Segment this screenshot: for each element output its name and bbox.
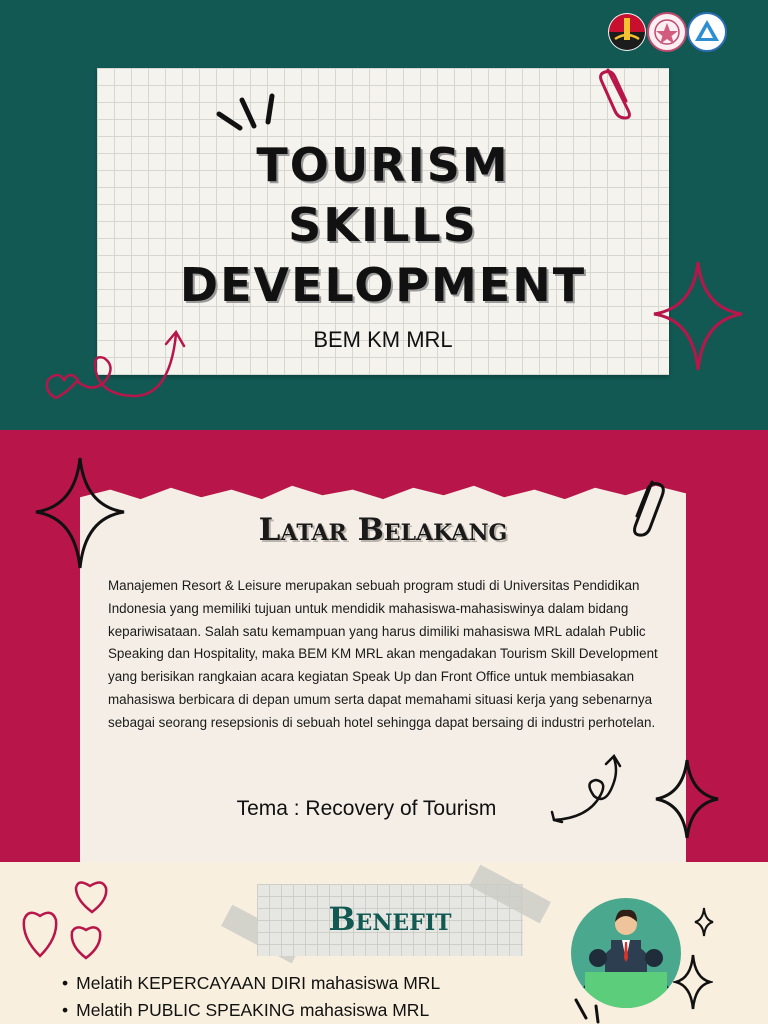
theme-label: Tema : Recovery of Tourism <box>236 797 497 820</box>
seal-logo <box>648 13 686 51</box>
title-line-2: SKILLS <box>288 198 478 252</box>
upi-logo <box>608 13 646 51</box>
benefit-list <box>62 970 440 1024</box>
sparkle-icon <box>673 952 713 1012</box>
list-item: • Melatih PUBLIC SPEAKING mahasiswa MRL <box>62 997 440 1024</box>
institution-logos <box>607 12 727 54</box>
list-item: • Melatih KEPERCAYAAN DIRI mahasiswa MRL <box>62 970 440 997</box>
arrow-doodle <box>548 752 628 826</box>
background-paragraph: Manajemen Resort & Leisure merupakan sebuah program studi di Universitas Pendidikan Indonesia yang memiliki tujuan untuk mendidik mahasiswa-mahasiswinya dalam bidang kepariwisataan. Salah satu kemampuan yang harus dimiliki mahasiswa MRL adalah Public Speaking dan Hospitality, maka BEM KM MRL akan mengadakan Tourism Skill Development yang berisikan rangkaian acara kegiatan Speak Up dan Front Office untuk membiasakan mahasiswa berbicara di depan umum serta dapat memahami situasi kerja yang sebenarnya sebagai seorang resepsionis di sebuah hotel sehingga dapat bersaing di industri perhotelan. <box>108 578 658 730</box>
heart-icon <box>24 913 56 956</box>
emphasis-lines-doodle <box>214 92 276 142</box>
paperclip-icon <box>598 58 642 120</box>
sparkle-icon <box>652 756 722 842</box>
arrow-doodle <box>40 322 190 408</box>
heart-icon <box>72 927 100 958</box>
organizer-subtitle: BEM KM MRL <box>313 327 453 352</box>
benefit-heading: Benefit <box>328 900 452 938</box>
emphasis-lines-doodle <box>572 996 612 1024</box>
person-at-desk-icon <box>571 898 681 1008</box>
heart-icon <box>76 882 106 912</box>
triangle-logo <box>688 13 726 51</box>
background-heading: Latar Belakang <box>258 512 508 548</box>
title-line-1: TOURISM <box>256 138 510 192</box>
hearts-doodle <box>18 876 118 962</box>
sparkle-icon <box>693 906 715 938</box>
sparkle-icon <box>650 258 746 374</box>
title-line-3: DEVELOPMENT <box>179 258 587 312</box>
